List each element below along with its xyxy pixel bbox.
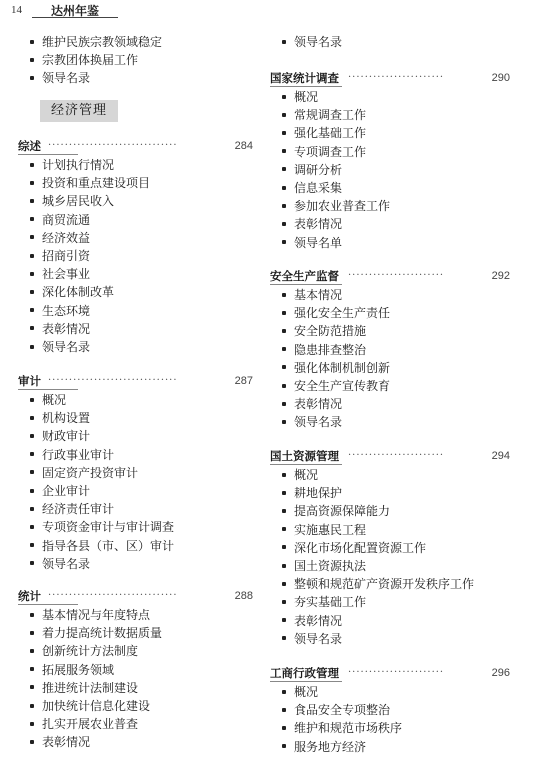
toc-entry bbox=[30, 679, 138, 697]
section-page-number: 296 bbox=[491, 667, 510, 679]
bullet-icon bbox=[30, 631, 34, 635]
leader-dots: ······················· bbox=[348, 450, 445, 461]
toc-entry bbox=[282, 197, 390, 215]
toc-entry-label: 安全防范措施 bbox=[294, 324, 367, 339]
toc-entry bbox=[30, 265, 90, 283]
toc-entry bbox=[282, 286, 342, 304]
toc-entry-label: 耕地保护 bbox=[294, 486, 343, 501]
toc-entry bbox=[282, 630, 342, 648]
bullet-icon bbox=[30, 489, 34, 493]
toc-entry-label: 领导名录 bbox=[294, 631, 343, 646]
toc-entry bbox=[282, 377, 390, 395]
toc-entry-label: 食品安全专项整治 bbox=[294, 703, 391, 718]
bullet-icon bbox=[282, 131, 286, 135]
bullet-icon bbox=[282, 473, 286, 477]
toc-entry-label: 专项调查工作 bbox=[294, 144, 367, 159]
toc-entry-label: 创新统计方法制度 bbox=[42, 644, 139, 659]
toc-entry bbox=[282, 395, 342, 413]
bullet-icon bbox=[30, 217, 34, 221]
bullet-icon bbox=[30, 561, 34, 565]
toc-entry-label: 强化基础工作 bbox=[294, 126, 367, 141]
toc-entry-label: 指导各县（市、区）审计 bbox=[42, 538, 175, 553]
bullet-icon bbox=[282, 582, 286, 586]
bullet-icon bbox=[30, 345, 34, 349]
toc-entry bbox=[30, 51, 138, 69]
section-page-number: 292 bbox=[491, 270, 510, 282]
toc-entry-label: 提高资源保障能力 bbox=[294, 504, 391, 519]
toc-entry bbox=[30, 338, 90, 356]
category-label: 经济管理 bbox=[40, 100, 118, 122]
bullet-icon bbox=[30, 667, 34, 671]
section-page-number: 294 bbox=[491, 450, 510, 462]
section-title: 审计 bbox=[18, 374, 41, 388]
toc-entry bbox=[282, 33, 342, 51]
bullet-icon bbox=[282, 186, 286, 190]
bullet-icon bbox=[282, 240, 286, 244]
bullet-icon bbox=[30, 613, 34, 617]
toc-entry-label: 计划执行情况 bbox=[42, 158, 115, 172]
toc-entry-label: 深化市场化配置资源工作 bbox=[294, 540, 427, 555]
toc-entry bbox=[30, 69, 90, 87]
toc-entry-label: 行政事业审计 bbox=[42, 447, 115, 462]
toc-entry bbox=[282, 179, 342, 197]
toc-entry-label: 经济责任审计 bbox=[42, 502, 115, 517]
toc-entry-label: 投资和重点建设项目 bbox=[42, 176, 151, 191]
toc-entry bbox=[30, 211, 90, 229]
bullet-icon bbox=[282, 149, 286, 153]
toc-entry bbox=[30, 302, 90, 320]
toc-entry-label: 推进统计法制建设 bbox=[42, 680, 139, 695]
bullet-icon bbox=[30, 685, 34, 689]
toc-entry bbox=[282, 521, 366, 539]
toc-entry bbox=[282, 413, 342, 431]
bullet-icon bbox=[282, 527, 286, 531]
section-rule bbox=[18, 604, 78, 605]
toc-entry-label: 领导名录 bbox=[294, 35, 343, 49]
toc-entry-label: 常规调查工作 bbox=[294, 108, 367, 123]
bullet-icon bbox=[30, 525, 34, 529]
toc-entry bbox=[282, 215, 342, 233]
toc-entry-label: 宗教团体换届工作 bbox=[42, 53, 139, 68]
section-page-number: 288 bbox=[234, 590, 253, 602]
section-title: 安全生产监督 bbox=[270, 269, 339, 283]
toc-entry-label: 经济效益 bbox=[42, 230, 91, 245]
toc-entry bbox=[282, 88, 318, 106]
toc-entry-label: 信息采集 bbox=[294, 181, 343, 195]
toc-entry-label: 机构设置 bbox=[42, 411, 91, 426]
toc-entry bbox=[30, 642, 138, 660]
leader-dots: ······························· bbox=[48, 375, 178, 386]
bullet-icon bbox=[282, 329, 286, 333]
toc-entry bbox=[30, 661, 114, 679]
toc-entry-label: 表彰情况 bbox=[42, 321, 91, 336]
toc-entry-label: 概况 bbox=[294, 685, 319, 699]
toc-entry-label: 概况 bbox=[42, 393, 67, 407]
toc-entry-label: 表彰情况 bbox=[294, 397, 343, 412]
toc-entry-label: 整顿和规范矿产资源开发秩序工作 bbox=[294, 577, 475, 592]
toc-entry-label: 夯实基础工作 bbox=[294, 595, 367, 610]
toc-entry-label: 概况 bbox=[294, 90, 319, 104]
toc-entry bbox=[282, 484, 342, 502]
bullet-icon bbox=[30, 507, 34, 511]
toc-entry-label: 调研分析 bbox=[294, 162, 343, 177]
section-page-number: 290 bbox=[491, 72, 510, 84]
toc-entry bbox=[282, 557, 366, 575]
bullet-icon bbox=[282, 420, 286, 424]
bullet-icon bbox=[282, 204, 286, 208]
page-number: 14 bbox=[11, 4, 22, 16]
toc-entry bbox=[282, 593, 366, 611]
bullet-icon bbox=[30, 58, 34, 62]
toc-entry bbox=[30, 500, 114, 518]
bullet-icon bbox=[282, 690, 286, 694]
bullet-icon bbox=[30, 416, 34, 420]
bullet-icon bbox=[282, 708, 286, 712]
toc-entry-label: 维护和规范市场秩序 bbox=[294, 721, 403, 736]
toc-entry bbox=[282, 738, 366, 756]
toc-entry bbox=[282, 322, 366, 340]
toc-entry-label: 生态环境 bbox=[42, 303, 91, 318]
toc-entry bbox=[30, 446, 114, 464]
toc-entry bbox=[30, 624, 162, 642]
toc-entry-label: 领导名录 bbox=[42, 71, 91, 86]
toc-entry-label: 深化体制改革 bbox=[42, 285, 115, 300]
toc-entry-label: 基本情况 bbox=[294, 288, 343, 302]
toc-entry bbox=[282, 683, 318, 701]
toc-entry bbox=[30, 33, 162, 51]
section-rule bbox=[270, 284, 342, 285]
toc-entry-label: 表彰情况 bbox=[42, 735, 91, 750]
toc-entry bbox=[282, 234, 342, 252]
toc-entry-label: 商贸流通 bbox=[42, 212, 91, 227]
header-rule bbox=[32, 17, 118, 18]
leader-dots: ······················· bbox=[348, 270, 445, 281]
toc-entry bbox=[30, 156, 114, 174]
toc-entry-label: 维护民族宗教领域稳定 bbox=[42, 35, 163, 49]
bullet-icon bbox=[282, 347, 286, 351]
toc-entry bbox=[30, 391, 66, 409]
bullet-icon bbox=[282, 636, 286, 640]
bullet-icon bbox=[282, 618, 286, 622]
toc-entry-label: 服务地方经济 bbox=[294, 739, 367, 754]
leader-dots: ······························· bbox=[48, 140, 178, 151]
toc-entry-label: 扎实开展农业普查 bbox=[42, 717, 139, 732]
section-rule bbox=[18, 154, 78, 155]
bullet-icon bbox=[30, 543, 34, 547]
section-title: 工商行政管理 bbox=[270, 666, 339, 680]
bullet-icon bbox=[282, 564, 286, 568]
toc-entry-label: 概况 bbox=[294, 468, 319, 482]
bullet-icon bbox=[282, 40, 286, 44]
bullet-icon bbox=[30, 704, 34, 708]
toc-entry bbox=[282, 161, 342, 179]
toc-entry-label: 专项资金审计与审计调查 bbox=[42, 520, 175, 535]
toc-entry-label: 强化体制机制创新 bbox=[294, 360, 391, 375]
toc-entry-label: 表彰情况 bbox=[294, 217, 343, 232]
leader-dots: ······················· bbox=[348, 667, 445, 678]
toc-entry bbox=[282, 466, 318, 484]
toc-entry bbox=[30, 247, 90, 265]
bullet-icon bbox=[30, 199, 34, 203]
section-page-number: 284 bbox=[234, 140, 253, 152]
bullet-icon bbox=[282, 95, 286, 99]
bullet-icon bbox=[282, 402, 286, 406]
toc-entry-label: 实施惠民工程 bbox=[294, 522, 367, 537]
section-title: 国家统计调查 bbox=[270, 71, 339, 85]
toc-entry bbox=[30, 518, 174, 536]
leader-dots: ······················· bbox=[348, 72, 445, 83]
toc-entry bbox=[282, 359, 390, 377]
section-heading bbox=[270, 69, 510, 87]
section-rule bbox=[270, 681, 342, 682]
toc-entry bbox=[282, 719, 402, 737]
section-title: 统计 bbox=[18, 589, 41, 603]
toc-entry bbox=[30, 606, 150, 624]
section-page-number: 287 bbox=[234, 375, 253, 387]
bullet-icon bbox=[30, 326, 34, 330]
toc-entry-label: 强化安全生产责任 bbox=[294, 306, 391, 321]
toc-entry-label: 财政审计 bbox=[42, 429, 91, 444]
toc-entry bbox=[282, 539, 426, 557]
toc-entry bbox=[282, 502, 390, 520]
bullet-icon bbox=[30, 308, 34, 312]
toc-entry-label: 安全生产宣传教育 bbox=[294, 379, 391, 393]
section-rule bbox=[18, 389, 78, 390]
bullet-icon bbox=[30, 740, 34, 744]
toc-entry bbox=[282, 304, 390, 322]
bullet-icon bbox=[282, 293, 286, 297]
bullet-icon bbox=[30, 40, 34, 44]
toc-entry-label: 城乡居民收入 bbox=[42, 194, 115, 209]
bullet-icon bbox=[30, 398, 34, 402]
bullet-icon bbox=[282, 509, 286, 513]
toc-entry-label: 国土资源执法 bbox=[294, 559, 367, 573]
bullet-icon bbox=[30, 649, 34, 653]
toc-entry bbox=[30, 283, 114, 301]
toc-entry-label: 加快统计信息化建设 bbox=[42, 699, 151, 713]
toc-entry-label: 社会事业 bbox=[42, 267, 91, 282]
bullet-icon bbox=[30, 434, 34, 438]
section-heading bbox=[18, 137, 253, 155]
toc-entry-label: 领导名录 bbox=[42, 340, 91, 354]
toc-entry-label: 基本情况与年度特点 bbox=[42, 608, 151, 622]
toc-entry-label: 参加农业普查工作 bbox=[294, 199, 391, 214]
toc-entry bbox=[282, 575, 474, 593]
toc-entry bbox=[30, 192, 114, 210]
toc-entry-label: 着力提高统计数据质量 bbox=[42, 626, 163, 641]
toc-entry bbox=[30, 464, 138, 482]
toc-entry bbox=[30, 482, 90, 500]
toc-entry bbox=[30, 427, 90, 445]
toc-entry bbox=[30, 229, 90, 247]
toc-entry bbox=[282, 341, 366, 359]
toc-entry-label: 企业审计 bbox=[42, 484, 91, 498]
toc-entry bbox=[30, 697, 150, 715]
bullet-icon bbox=[282, 365, 286, 369]
bullet-icon bbox=[282, 545, 286, 549]
section-title: 综述 bbox=[18, 139, 41, 153]
bullet-icon bbox=[282, 600, 286, 604]
bullet-icon bbox=[282, 222, 286, 226]
section-heading bbox=[270, 664, 510, 682]
toc-entry bbox=[282, 143, 366, 161]
section-heading bbox=[18, 372, 253, 390]
bullet-icon bbox=[30, 722, 34, 726]
bullet-icon bbox=[30, 452, 34, 456]
page-header bbox=[0, 0, 550, 22]
toc-entry-label: 拓展服务领域 bbox=[42, 662, 115, 677]
toc-entry-label: 领导名录 bbox=[294, 415, 343, 430]
toc-entry bbox=[282, 612, 342, 630]
section-heading bbox=[18, 587, 253, 605]
toc-entry-label: 固定资产投资审计 bbox=[42, 465, 139, 480]
bullet-icon bbox=[282, 726, 286, 730]
toc-entry bbox=[30, 733, 90, 751]
toc-entry-label: 表彰情况 bbox=[294, 613, 343, 628]
toc-entry bbox=[282, 701, 390, 719]
toc-entry bbox=[282, 124, 366, 142]
section-rule bbox=[270, 86, 342, 87]
toc-entry bbox=[30, 715, 138, 733]
toc-entry bbox=[30, 555, 90, 573]
toc-entry bbox=[30, 409, 90, 427]
toc-entry bbox=[30, 320, 90, 338]
bullet-icon bbox=[282, 744, 286, 748]
toc-entry-label: 隐患排查整治 bbox=[294, 342, 367, 357]
toc-entry-label: 招商引资 bbox=[42, 249, 91, 263]
bullet-icon bbox=[30, 254, 34, 258]
bullet-icon bbox=[30, 290, 34, 294]
section-title: 国土资源管理 bbox=[270, 449, 339, 463]
book-title: 达州年鉴 bbox=[50, 4, 99, 18]
bullet-icon bbox=[282, 384, 286, 388]
toc-entry-label: 领导名单 bbox=[294, 235, 343, 250]
leader-dots: ······························· bbox=[48, 590, 178, 601]
toc-entry-label: 领导名录 bbox=[42, 556, 91, 571]
bullet-icon bbox=[30, 76, 34, 80]
bullet-icon bbox=[282, 113, 286, 117]
section-rule bbox=[270, 464, 342, 465]
bullet-icon bbox=[30, 163, 34, 167]
bullet-icon bbox=[282, 491, 286, 495]
bullet-icon bbox=[30, 470, 34, 474]
bullet-icon bbox=[282, 311, 286, 315]
bullet-icon bbox=[30, 181, 34, 185]
bullet-icon bbox=[30, 272, 34, 276]
bullet-icon bbox=[282, 167, 286, 171]
toc-entry bbox=[30, 537, 174, 555]
section-heading bbox=[270, 267, 510, 285]
bullet-icon bbox=[30, 235, 34, 239]
section-heading bbox=[270, 447, 510, 465]
toc-entry bbox=[30, 174, 150, 192]
toc-entry bbox=[282, 106, 366, 124]
